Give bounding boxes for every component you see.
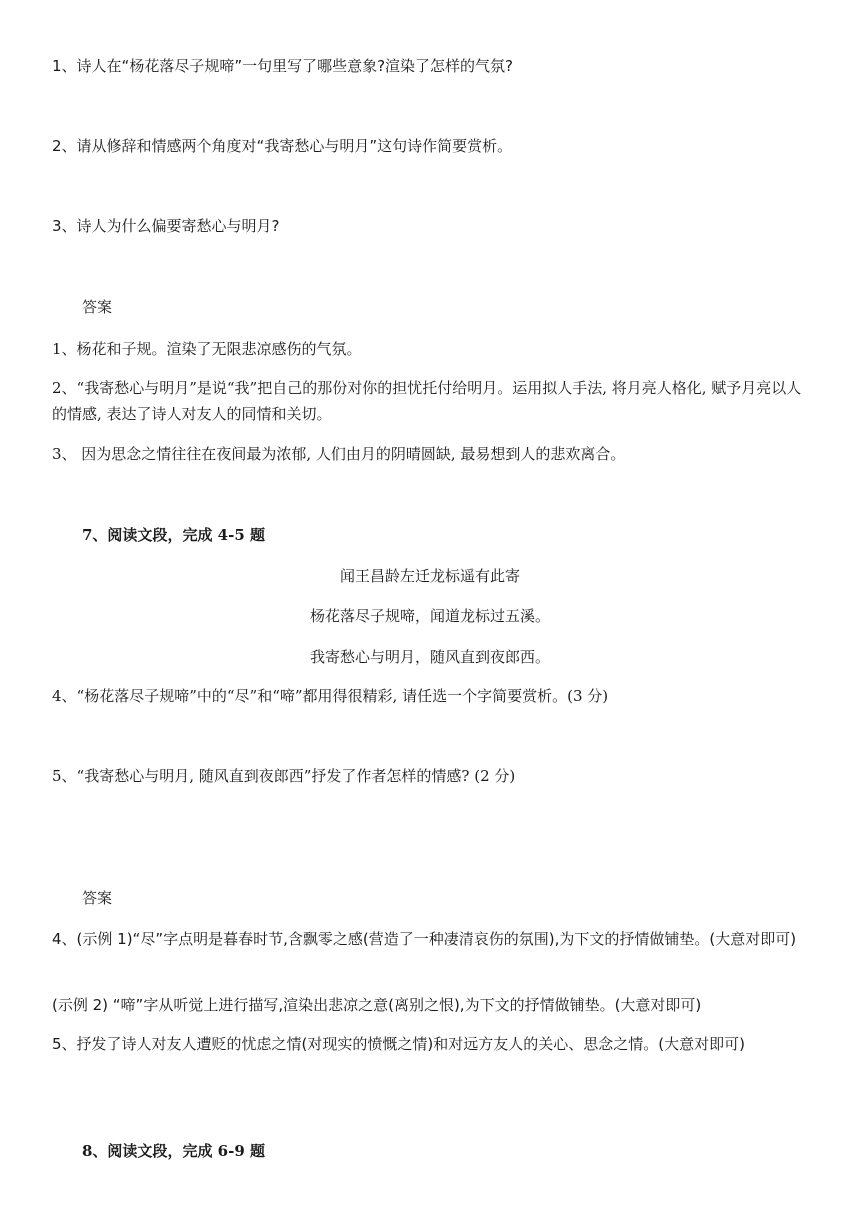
- answer-3: 3、 因为思念之情往往在夜间最为浓郁, 人们由月的阴晴圆缺, 最易想到人的悲欢离合。: [52, 445, 626, 463]
- answer-label: 答案: [82, 889, 113, 907]
- section-7-heading: 7、阅读文段，完成 4-5 题: [82, 526, 265, 544]
- question-1: 1、诗人在“杨花落尽子规啼”一句里写了哪些意象?渲染了怎样的气氛?: [52, 57, 514, 75]
- answer-4-example-1: 4、(示例 1)“尽”字点明是暮春时节,含飘零之感(营造了一种凄清哀伤的氛围),为下文的抒情做铺垫。(大意对即可): [52, 930, 797, 948]
- answer-4-example-2: (示例 2) “啼”字从听觉上进行描写,渲染出悲凉之意(离别之恨),为下文的抒情做铺垫。(大意对即可): [52, 996, 702, 1014]
- section-8-heading: 8、阅读文段，完成 6-9 题: [82, 1142, 265, 1160]
- answer-5: 5、抒发了诗人对友人遭贬的忧虑之情(对现实的愤慨之情)和对远方友人的关心、思念之情。(大意对即可): [52, 1035, 745, 1053]
- question-4: 4、“杨花落尽子规啼”中的“尽”和“啼”都用得很精彩, 请任选一个字简要赏析。(3 分): [52, 687, 609, 705]
- poem-line-2: 我寄愁心与明月，随风直到夜郎西。: [309, 648, 550, 666]
- answer-2: 2、“我寄愁心与明月”是说“我”把自己的那份对你的担忧托付给明月。运用拟人手法, 将月亮人格化, 赋予月亮以人的情感, 表达了诗人对友人的同情和关切。: [52, 379, 802, 423]
- question-3: 3、诗人为什么偏要寄愁心与明月?: [52, 217, 280, 235]
- poem-title: 闻王昌龄左迁龙标遥有此寄: [339, 567, 520, 585]
- question-2: 2、请从修辞和情感两个角度对“我寄愁心与明月”这句诗作简要赏析。: [52, 137, 513, 155]
- answer-label: 答案: [82, 298, 113, 316]
- poem-line-1: 杨花落尽子规啼，闻道龙标过五溪。: [309, 607, 550, 625]
- answer-1: 1、杨花和子规。渲染了无限悲凉感伤的气氛。: [52, 340, 362, 358]
- question-5: 5、“我寄愁心与明月, 随风直到夜郎西”抒发了作者怎样的情感? (2 分): [52, 767, 516, 785]
